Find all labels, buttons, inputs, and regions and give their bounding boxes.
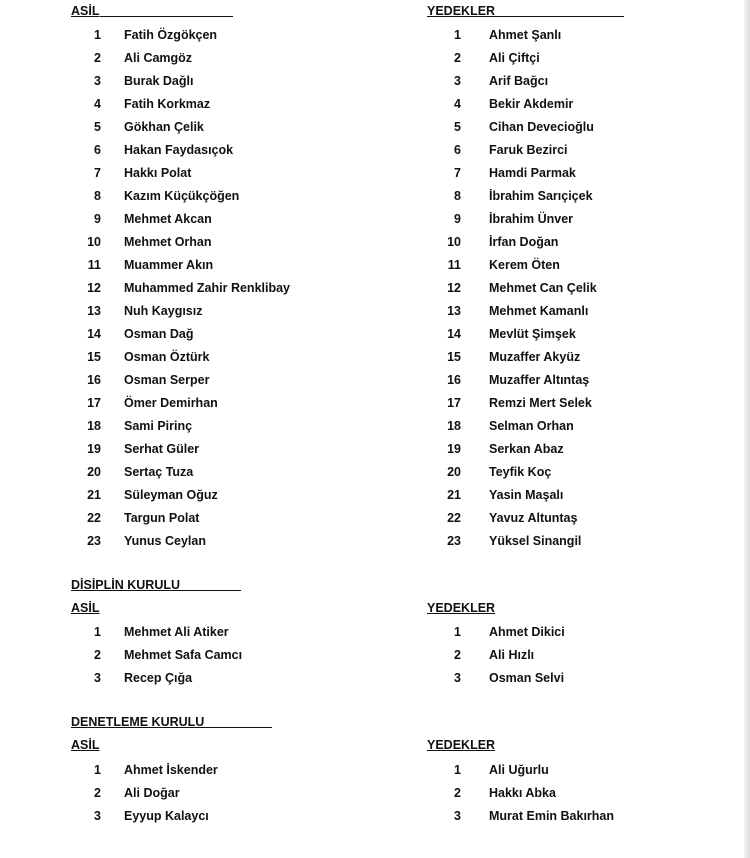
denetleme-kurulu-title: DENETLEME KURULU bbox=[71, 715, 205, 729]
member-name: Mehmet Can Çelik bbox=[489, 281, 597, 295]
item-number: 15 bbox=[447, 350, 461, 364]
item-number: 18 bbox=[447, 419, 461, 433]
member-name: İrfan Doğan bbox=[489, 235, 559, 249]
item-number: 14 bbox=[447, 327, 461, 341]
member-name: Fatih Korkmaz bbox=[124, 97, 211, 111]
member-name: Teyfik Koç bbox=[489, 465, 552, 479]
item-number: 16 bbox=[87, 373, 101, 387]
item-number: 9 bbox=[94, 212, 101, 226]
member-name: Hakan Faydasıçok bbox=[124, 143, 234, 157]
item-number: 3 bbox=[454, 671, 461, 685]
member-name: Ali Doğar bbox=[124, 786, 180, 800]
item-number: 14 bbox=[87, 327, 101, 341]
member-name: Yavuz Altuntaş bbox=[489, 511, 578, 525]
member-name: Muhammed Zahir Renklibay bbox=[124, 281, 291, 295]
item-number: 2 bbox=[454, 648, 461, 662]
member-name: Ali Camgöz bbox=[124, 51, 193, 65]
item-number: 2 bbox=[454, 786, 461, 800]
item-number: 17 bbox=[447, 396, 461, 410]
item-number: 3 bbox=[454, 74, 461, 88]
item-number: 1 bbox=[454, 28, 461, 42]
title-rule bbox=[180, 590, 241, 591]
member-name: Hakkı Polat bbox=[124, 166, 192, 180]
header-rule bbox=[494, 16, 624, 17]
item-number: 12 bbox=[447, 281, 461, 295]
member-name: Nuh Kaygısız bbox=[124, 304, 203, 318]
item-number: 22 bbox=[87, 511, 101, 525]
item-number: 19 bbox=[87, 442, 101, 456]
item-number: 2 bbox=[454, 51, 461, 65]
disiplin-kurulu-title: DİSİPLİN KURULU bbox=[71, 578, 181, 592]
member-name: Mehmet Orhan bbox=[124, 235, 212, 249]
member-name: Cihan Devecioğlu bbox=[489, 120, 594, 134]
item-number: 16 bbox=[447, 373, 461, 387]
member-name: Osman Dağ bbox=[124, 327, 194, 341]
item-number: 3 bbox=[94, 809, 101, 823]
item-number: 17 bbox=[87, 396, 101, 410]
title-rule bbox=[200, 727, 272, 728]
member-name: Ömer Demirhan bbox=[124, 396, 218, 410]
member-name: Serkan Abaz bbox=[489, 442, 564, 456]
header-rule bbox=[100, 16, 233, 17]
item-number: 13 bbox=[87, 304, 101, 318]
item-number: 12 bbox=[87, 281, 101, 295]
member-name: Murat Emin Bakırhan bbox=[489, 809, 615, 823]
item-number: 23 bbox=[447, 534, 461, 548]
member-name: Muzaffer Altıntaş bbox=[489, 373, 590, 387]
member-name: Ahmet Dikici bbox=[489, 625, 565, 639]
item-number: 13 bbox=[447, 304, 461, 318]
member-name: Mevlüt Şimşek bbox=[489, 327, 576, 341]
item-number: 15 bbox=[87, 350, 101, 364]
item-number: 10 bbox=[447, 235, 461, 249]
member-name: Fatih Özgökçen bbox=[124, 28, 218, 42]
member-name: Muzaffer Akyüz bbox=[489, 350, 581, 364]
item-number: 11 bbox=[87, 258, 101, 272]
member-name: Selman Orhan bbox=[489, 419, 574, 433]
member-name: Eyyup Kalaycı bbox=[124, 809, 209, 823]
member-name: Serhat Güler bbox=[124, 442, 200, 456]
item-number: 5 bbox=[94, 120, 101, 134]
member-name: Yasin Maşalı bbox=[489, 488, 564, 502]
member-name: Ahmet Şanlı bbox=[489, 28, 562, 42]
item-number: 4 bbox=[454, 97, 461, 111]
item-number: 6 bbox=[94, 143, 101, 157]
item-number: 2 bbox=[94, 648, 101, 662]
item-number: 11 bbox=[447, 258, 461, 272]
member-name: Mehmet Safa Camcı bbox=[124, 648, 243, 662]
member-name: Hakkı Abka bbox=[489, 786, 556, 800]
member-name: Süleyman Oğuz bbox=[124, 488, 218, 502]
member-name: Burak Dağlı bbox=[124, 74, 194, 88]
item-number: 7 bbox=[94, 166, 101, 180]
member-name: Osman Serper bbox=[124, 373, 210, 387]
item-number: 21 bbox=[87, 488, 101, 502]
item-number: 7 bbox=[454, 166, 461, 180]
member-name: Yüksel Sinangil bbox=[489, 534, 582, 548]
denetleme-asil-header: ASİL bbox=[71, 738, 100, 752]
member-name: İbrahim Ünver bbox=[489, 212, 574, 226]
member-name: Ali Hızlı bbox=[489, 648, 535, 662]
member-name: Muammer Akın bbox=[124, 258, 214, 272]
member-name: Sami Pirinç bbox=[124, 419, 193, 433]
item-number: 1 bbox=[454, 763, 461, 777]
member-name: Hamdi Parmak bbox=[489, 166, 576, 180]
item-number: 1 bbox=[94, 763, 101, 777]
item-number: 10 bbox=[87, 235, 101, 249]
member-name: Osman Öztürk bbox=[124, 350, 210, 364]
member-name: Arif Bağcı bbox=[489, 74, 549, 88]
item-number: 20 bbox=[87, 465, 101, 479]
member-name: Mehmet Akcan bbox=[124, 212, 212, 226]
item-number: 3 bbox=[94, 671, 101, 685]
item-number: 22 bbox=[447, 511, 461, 525]
disiplin-asil-header: ASİL bbox=[71, 601, 100, 615]
member-name: Yunus Ceylan bbox=[124, 534, 206, 548]
member-name: Faruk Bezirci bbox=[489, 143, 568, 157]
yedekler-header: YEDEKLER bbox=[427, 4, 496, 18]
member-name: İbrahim Sarıçiçek bbox=[489, 189, 593, 203]
item-number: 20 bbox=[447, 465, 461, 479]
item-number: 18 bbox=[87, 419, 101, 433]
item-number: 2 bbox=[94, 51, 101, 65]
member-name: Bekir Akdemir bbox=[489, 97, 574, 111]
member-name: Kazım Küçükçöğen bbox=[124, 189, 240, 203]
item-number: 6 bbox=[454, 143, 461, 157]
item-number: 5 bbox=[454, 120, 461, 134]
member-name: Osman Selvi bbox=[489, 671, 565, 685]
item-number: 19 bbox=[447, 442, 461, 456]
item-number: 1 bbox=[94, 28, 101, 42]
item-number: 8 bbox=[94, 189, 101, 203]
member-name: Mehmet Ali Atiker bbox=[124, 625, 229, 639]
member-name: Sertaç Tuza bbox=[124, 465, 194, 479]
disiplin-yedekler-header: YEDEKLER bbox=[427, 601, 496, 615]
member-name: Ali Çiftçi bbox=[489, 51, 540, 65]
page-edge-shadow bbox=[744, 0, 750, 858]
member-name: Mehmet Kamanlı bbox=[489, 304, 589, 318]
denetleme-yedekler-header: YEDEKLER bbox=[427, 738, 496, 752]
member-name: Remzi Mert Selek bbox=[489, 396, 592, 410]
item-number: 4 bbox=[94, 97, 101, 111]
member-name: Kerem Öten bbox=[489, 258, 560, 272]
member-name: Recep Çığa bbox=[124, 671, 193, 685]
member-name: Targun Polat bbox=[124, 511, 200, 525]
member-name: Ali Uğurlu bbox=[489, 763, 549, 777]
item-number: 21 bbox=[447, 488, 461, 502]
member-name: Gökhan Çelik bbox=[124, 120, 204, 134]
item-number: 3 bbox=[454, 809, 461, 823]
asil-header: ASİL bbox=[71, 4, 100, 18]
item-number: 1 bbox=[94, 625, 101, 639]
item-number: 9 bbox=[454, 212, 461, 226]
item-number: 23 bbox=[87, 534, 101, 548]
item-number: 8 bbox=[454, 189, 461, 203]
item-number: 3 bbox=[94, 74, 101, 88]
item-number: 2 bbox=[94, 786, 101, 800]
member-name: Ahmet İskender bbox=[124, 763, 218, 777]
item-number: 1 bbox=[454, 625, 461, 639]
